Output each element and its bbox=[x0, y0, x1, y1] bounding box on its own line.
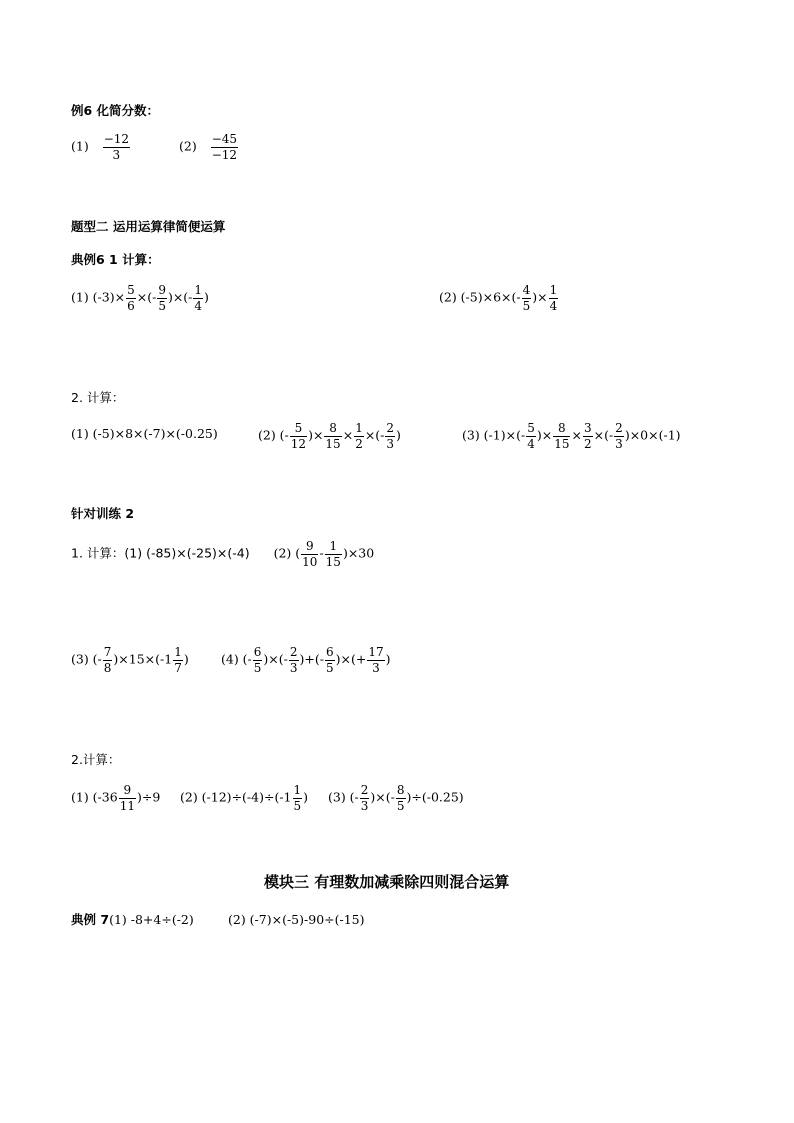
fraction-denominator: 3 bbox=[289, 660, 298, 675]
fraction bbox=[367, 646, 384, 674]
fraction-numerator: 6 bbox=[253, 645, 262, 659]
expression-text: (1) (-36 bbox=[71, 789, 118, 805]
fraction-numerator: 4 bbox=[522, 283, 531, 297]
expression-text: )×30 bbox=[342, 545, 375, 561]
calc-2-problem-1: (1) (-5)×8×(-7)×(-0.25) bbox=[71, 426, 218, 441]
fraction-numerator: 5 bbox=[290, 422, 307, 437]
fraction-numerator: 8 bbox=[553, 422, 570, 437]
expression-text: ) bbox=[385, 651, 391, 667]
fraction-denominator: 7 bbox=[174, 660, 182, 675]
fraction-denominator: 3 bbox=[360, 798, 369, 813]
fraction-numerator: 8 bbox=[324, 422, 341, 437]
expression-text: )×15×(-1 bbox=[113, 651, 173, 667]
fraction-numerator: 2 bbox=[360, 783, 369, 797]
module-3-title: 模块三 有理数加减乘除四则混合运算 bbox=[264, 873, 510, 891]
expression-text: )×0×(-1) bbox=[624, 427, 681, 443]
fraction bbox=[553, 422, 570, 450]
fraction bbox=[324, 422, 341, 450]
fraction bbox=[173, 646, 183, 674]
training-2-question-3 bbox=[71, 646, 189, 674]
fraction-numerator: 7 bbox=[103, 645, 112, 659]
expression-text: 1. 计算：(1) (-85)×(-25)×(-4) bbox=[71, 545, 250, 561]
calc-2b-title: 2.计算： bbox=[71, 752, 121, 767]
fraction bbox=[325, 646, 335, 674]
fraction-numerator: 5 bbox=[127, 283, 135, 297]
expression-text: )× bbox=[308, 427, 324, 443]
fraction-numerator: 9 bbox=[119, 784, 136, 799]
fraction bbox=[193, 284, 203, 312]
expression-text: (4) (- bbox=[221, 651, 252, 667]
example-6-1-problem-1 bbox=[71, 284, 209, 312]
example-6-1-problem-2 bbox=[439, 284, 559, 312]
fraction-denominator: 5 bbox=[253, 660, 262, 675]
fraction-denominator: 12 bbox=[290, 436, 307, 451]
expression-text: ) bbox=[204, 289, 209, 305]
fraction-denominator: 5 bbox=[293, 798, 302, 813]
calc-2b-problem-3 bbox=[328, 784, 464, 812]
fraction-denominator: 11 bbox=[119, 798, 135, 813]
fraction bbox=[103, 646, 113, 674]
fraction bbox=[522, 284, 532, 312]
fraction-numerator: −45 bbox=[211, 132, 238, 146]
fraction-denominator: 2 bbox=[583, 436, 592, 451]
fraction bbox=[583, 422, 593, 450]
example-7-label: 典例 7 bbox=[71, 912, 110, 927]
expression-text: - bbox=[319, 545, 324, 561]
training-2-question-4 bbox=[221, 646, 390, 674]
fraction-numerator: 5 bbox=[527, 421, 535, 435]
fraction-denominator: 2 bbox=[355, 436, 363, 451]
fraction-numerator: 1 bbox=[549, 283, 558, 297]
fraction-denominator: 15 bbox=[554, 436, 570, 451]
example-6-problem-2 bbox=[179, 133, 239, 161]
fraction bbox=[526, 422, 536, 450]
expression-text: (2) ( bbox=[273, 545, 301, 561]
expression-text: )÷9 bbox=[136, 789, 161, 805]
fraction-numerator: 2 bbox=[289, 645, 298, 659]
expression-text: × bbox=[342, 427, 354, 443]
calc-2b-problem-1 bbox=[71, 784, 160, 812]
expression-text: (2) (- bbox=[258, 427, 289, 443]
fraction-numerator: 1 bbox=[174, 645, 182, 659]
fraction bbox=[253, 646, 263, 674]
fraction-numerator: 1 bbox=[293, 783, 302, 797]
example-7-problem-1: (1) -8+4÷(-2) bbox=[109, 912, 194, 927]
fraction-denominator: 5 bbox=[396, 798, 405, 813]
fraction-numerator: 17 bbox=[368, 645, 384, 659]
expression-text: ×(- bbox=[136, 289, 157, 305]
fraction bbox=[385, 422, 395, 450]
fraction bbox=[103, 133, 130, 161]
fraction bbox=[119, 784, 136, 812]
expression-text: )÷(-0.25) bbox=[406, 789, 464, 805]
example-6-title: 例6 化简分数： bbox=[71, 103, 160, 118]
expression-text: ) bbox=[183, 651, 189, 667]
calc-2-problem-2 bbox=[258, 422, 401, 450]
fraction-numerator: 9 bbox=[301, 540, 318, 555]
fraction-denominator: 3 bbox=[386, 436, 395, 451]
fraction bbox=[360, 784, 370, 812]
expression-text: (1) (-3)× bbox=[71, 289, 126, 305]
calc-2-title: 2. 计算： bbox=[71, 390, 125, 405]
problem-label: (2) bbox=[179, 138, 197, 154]
expression-text: )× bbox=[536, 427, 553, 443]
fraction-denominator: 3 bbox=[372, 660, 380, 675]
expression-text: (3) (- bbox=[71, 651, 102, 667]
fraction bbox=[614, 422, 624, 450]
example-7-problem-2: (2) (-7)×(-5)-90÷(-15) bbox=[228, 912, 365, 927]
expression-text: )+(- bbox=[299, 651, 324, 667]
calc-2b-problem-2 bbox=[180, 784, 308, 812]
expression-text: ) bbox=[396, 427, 401, 443]
fraction bbox=[301, 540, 318, 568]
fraction-numerator: 3 bbox=[583, 421, 592, 435]
fraction bbox=[354, 422, 364, 450]
problem-label: (1) bbox=[71, 138, 89, 154]
fraction-numerator: 9 bbox=[158, 283, 166, 297]
fraction-denominator: 15 bbox=[325, 554, 341, 569]
fraction bbox=[211, 133, 238, 161]
fraction-numerator: 2 bbox=[615, 421, 623, 435]
fraction-denominator: 3 bbox=[112, 147, 121, 162]
fraction-denominator: 6 bbox=[127, 298, 135, 313]
expression-text: )×(- bbox=[370, 789, 395, 805]
fraction-numerator: 6 bbox=[325, 645, 334, 659]
fraction-denominator: 3 bbox=[615, 436, 623, 451]
training-2-question-1 bbox=[71, 540, 374, 568]
example-6-problem-1 bbox=[71, 133, 131, 161]
section-title-type-2: 题型二 运用运算律简便运算 bbox=[71, 219, 226, 234]
fraction-numerator: 8 bbox=[396, 783, 405, 797]
fraction bbox=[396, 784, 406, 812]
expression-text: ×(- bbox=[364, 427, 385, 443]
fraction-numerator: 1 bbox=[325, 540, 342, 555]
fraction bbox=[290, 422, 307, 450]
expression-text: × bbox=[571, 427, 582, 443]
example-6-1-title: 典例6 1 计算： bbox=[71, 252, 160, 267]
expression-text: )×(+ bbox=[335, 651, 367, 667]
fraction-denominator: 5 bbox=[158, 298, 166, 313]
training-2-title: 针对训练 2 bbox=[71, 506, 135, 521]
fraction-denominator: 10 bbox=[302, 554, 318, 569]
fraction-denominator: −12 bbox=[211, 147, 238, 162]
fraction bbox=[126, 284, 136, 312]
fraction-denominator: 4 bbox=[527, 436, 535, 451]
expression-text: )×(- bbox=[263, 651, 288, 667]
fraction-numerator: 1 bbox=[194, 283, 203, 297]
fraction-denominator: 4 bbox=[194, 298, 203, 313]
fraction bbox=[289, 646, 299, 674]
expression-text: (3) (-1)×(- bbox=[462, 427, 526, 443]
expression-text: (2) (-12)÷(-4)÷(-1 bbox=[180, 789, 292, 805]
fraction-denominator: 5 bbox=[325, 660, 334, 675]
fraction-numerator: 2 bbox=[386, 421, 395, 435]
fraction-denominator: 4 bbox=[549, 298, 558, 313]
fraction-denominator: 5 bbox=[522, 298, 531, 313]
fraction-numerator: 1 bbox=[355, 421, 363, 435]
fraction-denominator: 8 bbox=[103, 660, 112, 675]
expression-text: (2) (-5)×6×(- bbox=[439, 289, 521, 305]
expression-text: ) bbox=[303, 789, 309, 805]
calc-2-problem-3 bbox=[462, 422, 681, 450]
expression-text: (3) (- bbox=[328, 789, 359, 805]
fraction-numerator: −12 bbox=[103, 132, 130, 146]
fraction bbox=[293, 784, 303, 812]
expression-text: )×(- bbox=[167, 289, 193, 305]
expression-text: ×(- bbox=[593, 427, 614, 443]
fraction bbox=[157, 284, 167, 312]
expression-text: )× bbox=[532, 289, 548, 305]
fraction-denominator: 15 bbox=[325, 436, 341, 451]
fraction bbox=[549, 284, 559, 312]
fraction bbox=[325, 540, 342, 568]
example-7 bbox=[71, 914, 194, 927]
